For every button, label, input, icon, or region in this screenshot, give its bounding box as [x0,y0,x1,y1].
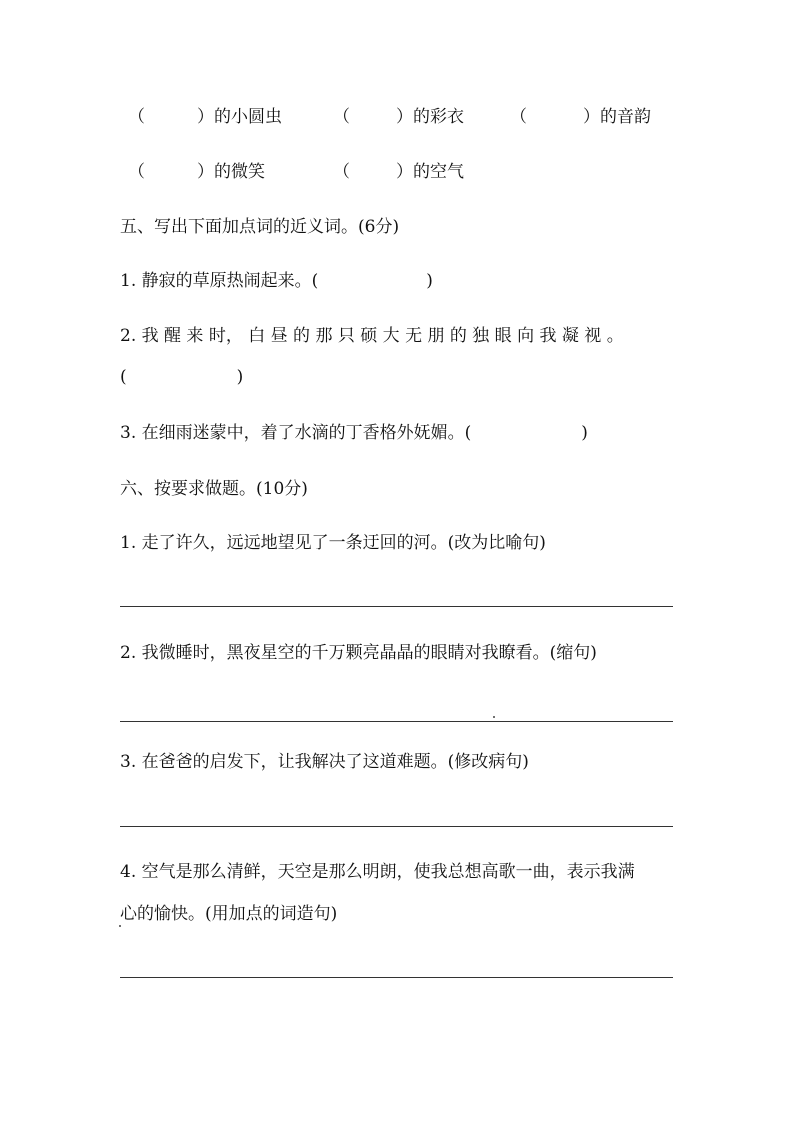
section-6-heading: 六、按要求做题。(10分) [120,479,308,499]
section-5-item-2: 2. 我 醒 来 时， 白 昼 的 那 只 硕 大 无 朋 的 独 眼 向 我 凝 视 。 [120,326,624,346]
stray-dot-mark [119,925,121,927]
open-paren: （ [128,162,145,182]
noun-phrase: 的彩衣 [413,107,464,127]
noun-phrase: 的空气 [413,162,464,182]
noun-phrase: 的微笑 [214,162,265,182]
close-paren: ） [396,162,413,182]
close-paren: ) [426,271,433,291]
section-6-item-1: 1. 走了许久，远远地望见了一条迂回的河。(改为比喻句) [120,533,546,553]
answer-line-2[interactable] [120,721,673,722]
open-paren: （ [333,162,350,182]
section-6-item-2: 2. 我微睡时，黑夜星空的千万颗亮晶晶的眼睛对我瞭看。(缩句) [120,643,597,663]
item-text: 1. 静寂的草原热闹起来。( [120,271,319,291]
open-paren: ( [120,367,127,387]
stray-dot-mark [493,716,495,718]
open-paren: （ [333,107,350,127]
fill-pair-3 [510,109,651,126]
close-paren: ) [581,423,588,443]
noun-phrase: 的小圆虫 [214,107,282,127]
section-6-item-4-continuation: 心的愉快。(用加点的词造句) [120,904,338,924]
close-paren: ） [396,107,413,127]
item-text: 3. 在细雨迷蒙中，着了水滴的丁香格外妩媚。( [120,423,472,443]
section-6-item-3: 3. 在爸爸的启发下，让我解决了这道难题。(修改病句) [120,752,529,772]
open-paren: （ [510,107,527,127]
answer-line-4[interactable] [120,977,673,978]
section-6-item-4: 4. 空气是那么清鲜，天空是那么明朗，使我总想高歌一曲，表示我满 [120,862,635,882]
fill-pair-4 [128,164,265,181]
fill-pair-2 [333,109,464,126]
noun-phrase: 的音韵 [600,107,651,127]
close-paren: ) [236,367,244,387]
close-paren: ） [197,162,214,182]
open-paren: （ [128,107,145,127]
answer-line-1[interactable] [120,606,673,607]
section-5-item-2-continuation [120,369,243,386]
close-paren: ） [197,107,214,127]
section-5-heading: 五、写出下面加点词的近义词。(6分) [120,217,400,237]
section-5-item-3 [120,425,588,442]
close-paren: ） [583,107,600,127]
section-5-item-1 [120,273,433,290]
fill-pair-1 [128,109,282,126]
fill-pair-5 [333,164,464,181]
answer-line-3[interactable] [120,826,673,827]
